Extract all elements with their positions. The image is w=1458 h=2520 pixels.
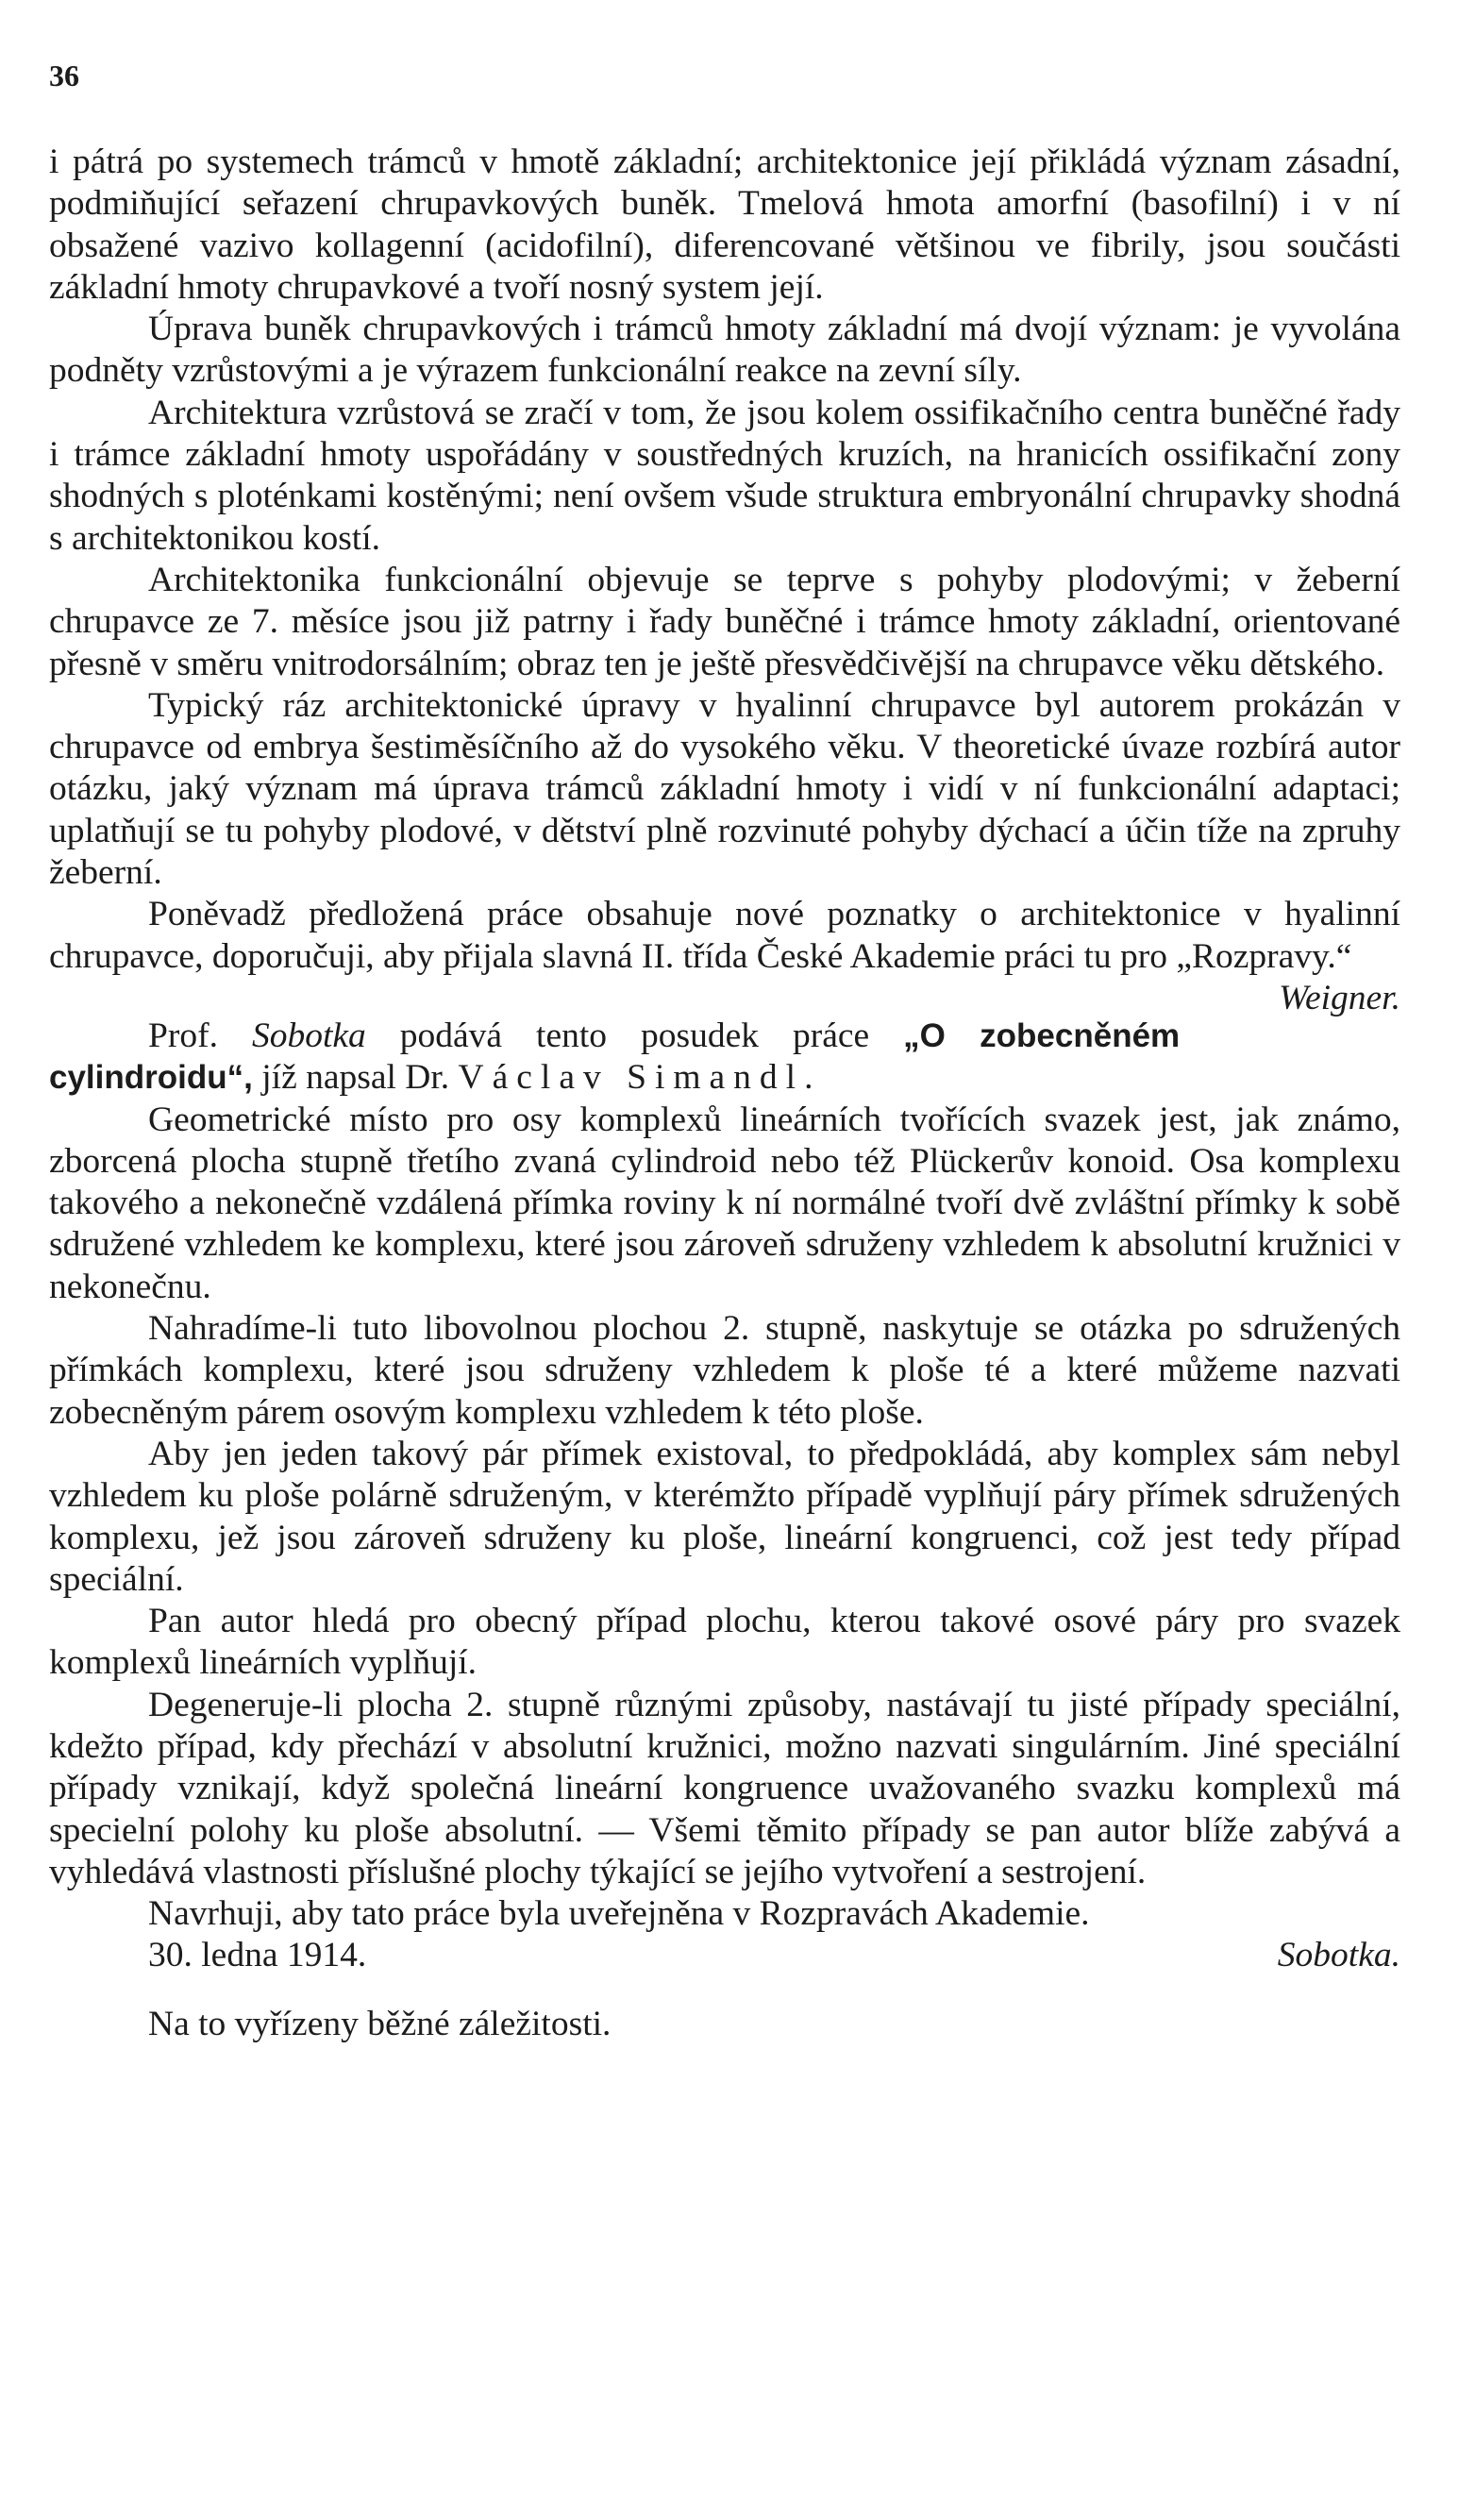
paragraph-11: Pan autor hledá pro obecný případ plochu, kterou takové osové páry pro svazek komplexů lineárních vyplňují.	[49, 1602, 1400, 1683]
p7-name: Sobotka	[251, 1016, 366, 1055]
paragraph-1: i pátrá po systemech trámců v hmotě základní; architektonice její přikládá význam zásadní, podmiňující seřazení chrupavkových buněk. Tmelová hmota amorfní (basofilní) i v ní obsažené vazivo kollagenní (acidofilní), diferencované většinou ve fibrily, jsou součásti základní hmoty chrupavkové a tvoří nosný system její.	[49, 143, 1400, 307]
p7-mid: podává tento posudek práce	[399, 1016, 870, 1055]
p7-title: „O zobecněném cylindroidu“,	[49, 1016, 1181, 1097]
paragraph-10: Aby jen jeden takový pár přímek existoval, to předpokládá, aby komplex sám nebyl vzhledem ku ploše polárně sdruženým, v kterémžto případě vyplňují páry přímek sdružených komplexu, jež jsou zároveň sdruženy ku ploše, lineární kongruenci, což jest tedy případ speciální.	[49, 1434, 1400, 1599]
p7-author: Václav Simandl.	[458, 1058, 822, 1098]
paragraph-2: Úprava buněk chrupavkových i trámců hmoty základní má dvojí význam: je vyvolána podněty vzrůstovými a je výrazem funkcionální reakce na zevní síly.	[49, 310, 1400, 391]
paragraph-13: Navrhuji, aby tato práce byla uveřejněna v Rozpravách Akademie.	[148, 1894, 1090, 1934]
page-number: 36	[49, 59, 79, 92]
signature-sobotka: Sobotka.	[1277, 1936, 1400, 1975]
paragraph-4: Architektonika funkcionální objevuje se teprve s pohyby plodovými; v žeberní chrupavce ze 7. měsíce jsou již patrny i řady buněčné i trámce hmoty základní, orientované přesně v směru vnitrodorsálním; obraz ten je ještě přesvědčivější na chrupavce věku dětského.	[49, 560, 1400, 683]
paragraph-3: Architektura vzrůstová se zračí v tom, že jsou kolem ossifikačního centra buněčné řady i trámce základní hmoty uspořádány v soustředných kruzích, na hranicích ossifikační zony shodných s ploténkami kostěnými; není ovšem všude struktura embryonální chrupavky shodná s architektonikou kostí.	[49, 393, 1400, 558]
paragraph-8: Geometrické místo pro osy komplexů lineárních tvořících svazek jest, jak známo, zborcená plocha stupně třetího zvaná cylindroid nebo též Plückerův konoid. Osa komplexu takového a nekonečně vzdálená přímka roviny k ní normálné tvoří dvě zvláštní přímky k sobě sdružené vzhledem ke komplexu, které jsou zároveň sdruženy vzhledem k absolutní kružnici v nekonečnu.	[49, 1100, 1400, 1306]
paragraph-12: Degeneruje-li plocha 2. stupně různými způsoby, nastávají tu jisté případy speciální, kdežto případ, kdy přechází v absolutní kružnici, možno nazvati singulárním. Jiné speciální případy vznikají, když společná lineární kongruence uvažovaného svazku komplexů má specielní polohy ku ploše absolutní. — Všemi těmito případy se pan autor blíže zabývá a vyhledává vlastnosti příslušné plochy týkající se jejího vytvoření a sestrojení.	[49, 1685, 1400, 1891]
paragraph-14: Na to vyřízeny běžné záležitosti.	[148, 2004, 612, 2043]
body-text	[49, 142, 1400, 2045]
paragraph-6-text: Poněvadž předložená práce obsahuje nové poznatky o architektonice v hyalinní chrupavce, doporučuji, aby přijala slavná II. třída České Akademie práci tu pro „Rozpravy.“	[49, 895, 1400, 976]
paragraph-13-date-line	[49, 1935, 1400, 1976]
p7-prefix: Prof.	[148, 1016, 218, 1055]
signature-weigner: Weigner.	[1279, 978, 1400, 1017]
paragraph-9: Nahradíme-li tuto libovolnou plochou 2. stupně, naskytuje se otázka po sdružených přímkách komplexu, které jsou sdruženy vzhledem k ploše té a které můžeme nazvati zobecněným párem osovým komplexu vzhledem k této ploše.	[49, 1309, 1400, 1432]
date: 30. ledna 1914.	[148, 1936, 367, 1975]
p7-suffix: jíž napsal Dr.	[261, 1058, 450, 1098]
paragraph-5: Typický ráz architektonické úpravy v hyalinní chrupavce byl autorem prokázán v chrupavce od embrya šestiměsíčního až do vysokého věku. V theoretické úvaze rozbírá autor otázku, jaký význam má úprava trámců základní hmoty i vidí v ní funkcionální adaptaci; uplatňují se tu pohyby plodové, v dětství plně rozvinuté pohyby dýchací a účin tíže na zpruhy žeberní.	[49, 685, 1400, 893]
paragraph-6	[49, 894, 1400, 1017]
paragraph-7	[49, 1016, 1400, 1100]
